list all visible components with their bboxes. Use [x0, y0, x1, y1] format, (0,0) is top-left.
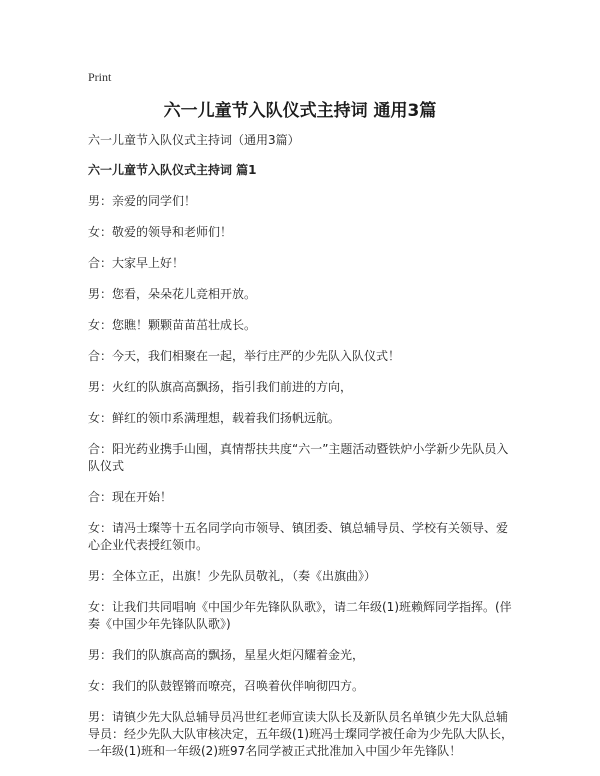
paragraph-3: 合：大家早上好！ [88, 256, 185, 270]
paragraph-4: 男：您看，朵朵花儿竞相开放。 [88, 287, 257, 301]
paragraph-10: 合：现在开始！ [88, 490, 173, 504]
paragraph-13: 女：让我们共同唱响《中国少年先锋队队歌》，请二年级(1)班赖辉同学指挥。(伴奏《中国少年先锋队队歌》) [88, 600, 512, 631]
paragraph-9: 合：阳光药业携手山囤，真情帮扶共度“六一”主题活动暨铁炉小学新少先队员入队仪式 [88, 442, 509, 473]
paragraph-8: 女：鲜红的领巾系满理想，载着我们扬帆远航。 [88, 411, 341, 425]
paragraph-11: 女：请冯士璨等十五名同学向市领导、镇团委、镇总辅导员、学校有关领导、爱心企业代表授红领巾。 [88, 521, 509, 552]
section-heading: 六一儿童节入队仪式主持词 篇1 [88, 163, 257, 177]
page-title: 六一儿童节入队仪式主持词 通用3篇 [163, 101, 437, 121]
paragraph-6: 合：今天，我们相聚在一起，举行庄严的少先队入队仪式！ [88, 349, 401, 363]
document-subtitle: 六一儿童节入队仪式主持词（通用3篇） [88, 133, 300, 147]
paragraph-15: 女：我们的队鼓铿锵而嘹亮，召唤着伙伴响彻四方。 [88, 679, 365, 693]
print-link[interactable]: Print [88, 70, 112, 84]
paragraph-2: 女：敬爱的领导和老师们！ [88, 225, 233, 239]
paragraph-14: 男：我们的队旗高高的飘扬，星星火炬闪耀着金光， [88, 648, 365, 662]
paragraph-16: 男：请镇少先大队总辅导员冯世红老师宣读大队长及新队员名单镇少先大队总辅导员：经少先队大队审核决定，五年级(1)班冯士璨同学被任命为少先队大队长，一年级(1)班和一年级(2)班97名同学被正式批准加入中国少年先锋队！ [88, 710, 514, 758]
paragraph-12: 男：全体立正，出旗！少先队员敬礼，（奏《出旗曲》） [88, 569, 377, 583]
paragraph-5: 女：您瞧！颗颗苗苗茁壮成长。 [88, 318, 257, 332]
paragraph-1: 男：亲爱的同学们！ [88, 194, 197, 208]
document-body [88, 132, 518, 774]
paragraph-7: 男：火红的队旗高高飘扬，指引我们前进的方向， [88, 380, 353, 394]
